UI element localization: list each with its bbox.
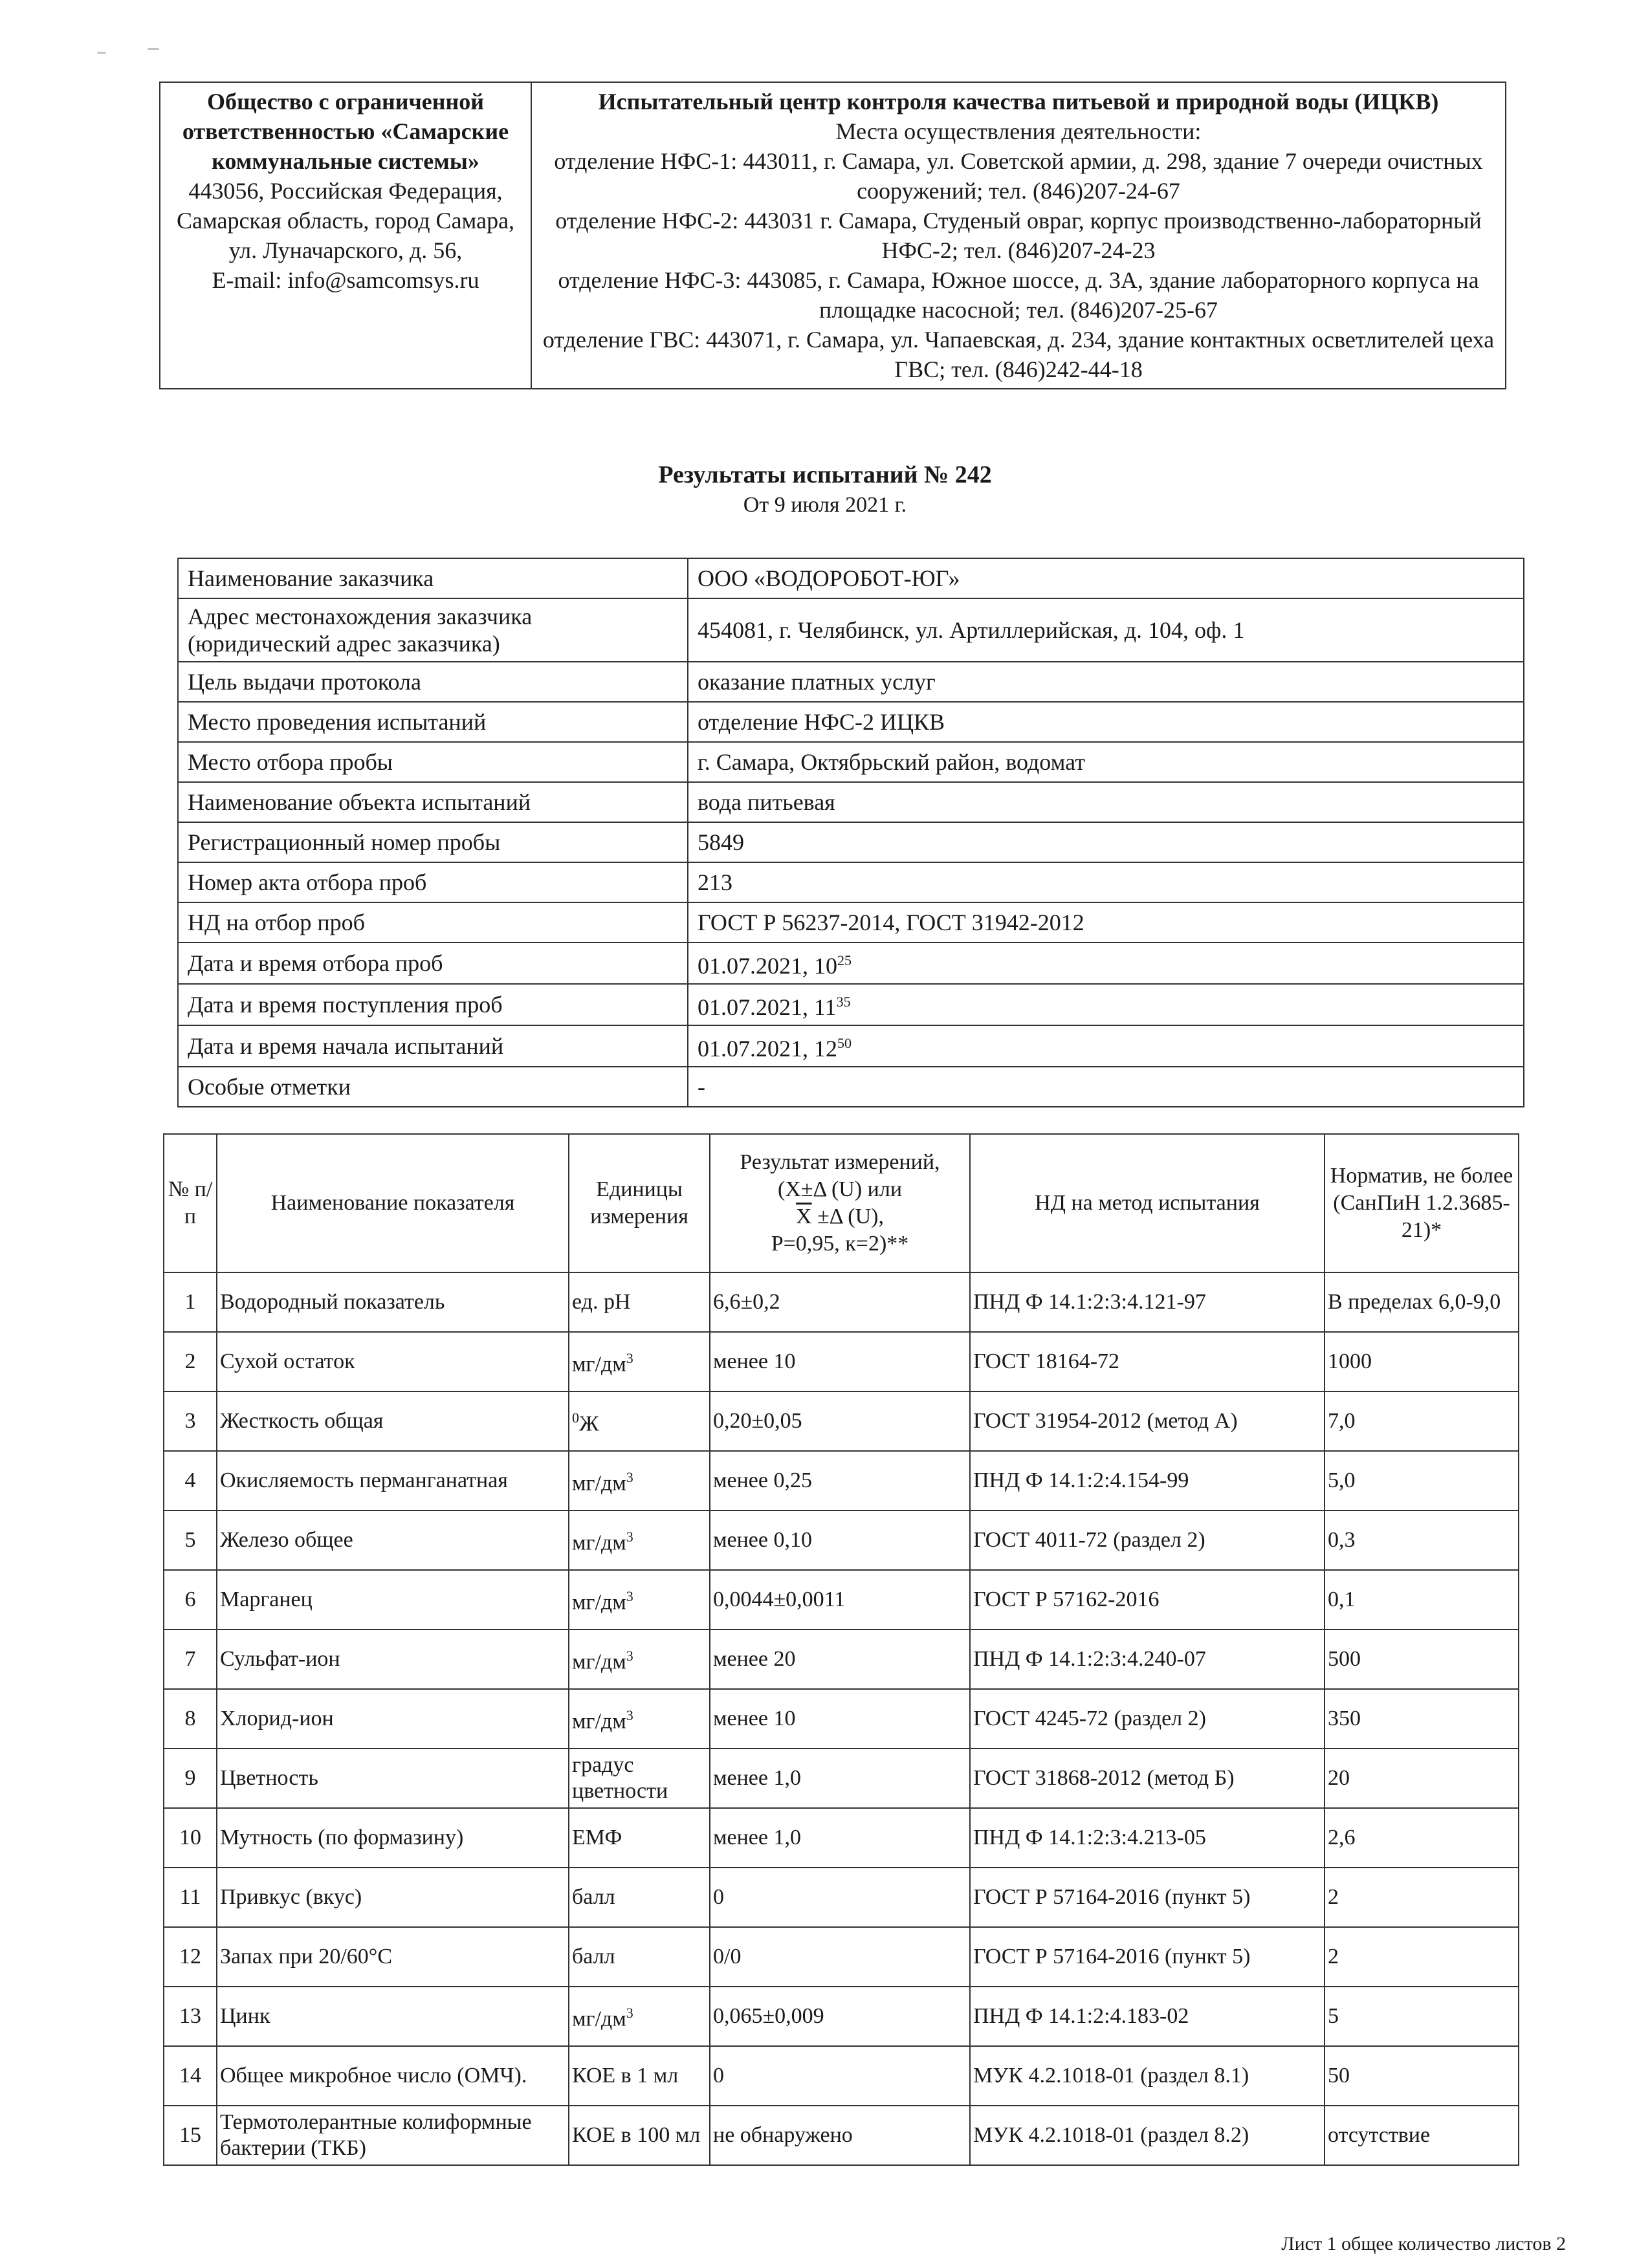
info-key: Наименование объекта испытаний [178, 782, 688, 822]
indicator-name: Марганец [217, 1570, 569, 1630]
unit-text: мг/дм [572, 1352, 626, 1377]
branch-gvs: отделение ГВС: 443071, г. Самара, ул. Чапаевская, д. 234, здание контактных осветлителей цеха ГВС; тел. (846)242-44-18 [542, 327, 1495, 382]
table-row [164, 2046, 1519, 2106]
info-row [178, 943, 1524, 984]
organization-name: Общество с ограниченной ответственностью «Самарские коммунальные системы» [182, 89, 509, 174]
unit-exponent: 3 [626, 1529, 633, 1545]
info-key: Номер акта отбора проб [178, 862, 688, 902]
info-value [688, 902, 1524, 943]
page-footer: Лист 1 общее количество листов 2 [1281, 2233, 1566, 2254]
table-row [164, 1927, 1519, 1987]
info-row [178, 1025, 1524, 1067]
unit-text: мг/дм [572, 1590, 626, 1615]
unit-text: мг/дм [572, 1650, 626, 1674]
test-method: ГОСТ Р 57164-2016 (пункт 5) [970, 1868, 1325, 1927]
indicator-name: Сухой остаток [217, 1332, 569, 1391]
table-row [164, 1332, 1519, 1391]
test-method: ГОСТ 31868-2012 (метод Б) [970, 1749, 1325, 1808]
unit-text: ЕМФ [572, 1826, 622, 1849]
unit-cell [569, 1630, 710, 1689]
norm-value: 2 [1325, 1927, 1519, 1987]
result-value: менее 0,25 [710, 1451, 970, 1510]
header-table [159, 82, 1506, 389]
test-method: ГОСТ 4011-72 (раздел 2) [970, 1510, 1325, 1570]
test-method: ГОСТ 4245-72 (раздел 2) [970, 1689, 1325, 1749]
info-row [178, 1067, 1524, 1107]
norm-value: 5,0 [1325, 1451, 1519, 1510]
result-header-line3 [713, 1203, 967, 1230]
unit-cell [569, 1332, 710, 1391]
col-result-header [710, 1134, 970, 1272]
result-value: 0/0 [710, 1927, 970, 1987]
norm-value: 5 [1325, 1987, 1519, 2046]
norm-value: 2 [1325, 1868, 1519, 1927]
table-row [164, 1868, 1519, 1927]
time-minutes: 25 [837, 952, 852, 968]
info-value [688, 943, 1524, 984]
table-row [164, 1272, 1519, 1332]
info-row [178, 558, 1524, 598]
unit-text: мг/дм [572, 2007, 626, 2031]
col-units-header: Единицы измерения [569, 1134, 710, 1272]
table-row [164, 1987, 1519, 2046]
indicator-name: Привкус (вкус) [217, 1868, 569, 1927]
info-value [688, 1025, 1524, 1067]
indicator-name: Водородный показатель [217, 1272, 569, 1332]
info-key: Место отбора пробы [178, 742, 688, 782]
branch-nfs1: отделение НФС-1: 443011, г. Самара, ул. Советской армии, д. 298, здание 7 очереди очистных сооружений; тел. (846)207-24-67 [554, 148, 1483, 204]
row-number: 5 [164, 1510, 217, 1570]
unit-cell [569, 1272, 710, 1332]
table-row [164, 1689, 1519, 1749]
info-value-text: отделение НФС-2 ИЦКВ [698, 709, 945, 735]
test-method: ГОСТ 18164-72 [970, 1332, 1325, 1391]
indicator-name: Сульфат-ион [217, 1630, 569, 1689]
result-value: менее 10 [710, 1332, 970, 1391]
info-value [688, 558, 1524, 598]
unit-cell [569, 1391, 710, 1451]
unit-exponent: 3 [626, 1648, 633, 1664]
unit-text: мг/дм [572, 1471, 626, 1496]
scan-speck [97, 52, 106, 54]
info-value [688, 984, 1524, 1025]
norm-value: 50 [1325, 2046, 1519, 2106]
norm-value: 0,1 [1325, 1570, 1519, 1630]
norm-value: 0,3 [1325, 1510, 1519, 1570]
info-value [688, 662, 1524, 702]
unit-cell [569, 1689, 710, 1749]
unit-exponent: 3 [626, 2005, 633, 2022]
test-center-name: Испытательный центр контроля качества питьевой и природной воды (ИЦКВ) [598, 89, 1439, 114]
x-mean-symbol: $\overline{X}$ [796, 1205, 812, 1228]
info-value-text: - [698, 1074, 705, 1100]
unit-cell [569, 1927, 710, 1987]
result-value: 0,20±0,05 [710, 1391, 970, 1451]
organization-cell [160, 82, 531, 389]
info-key: Дата и время начала испытаний [178, 1025, 688, 1067]
unit-text: Ж [579, 1412, 599, 1436]
organization-email: E-mail: info@samcomsys.ru [212, 267, 479, 293]
test-method: ПНД Ф 14.1:2:4.183-02 [970, 1987, 1325, 2046]
info-row [178, 702, 1524, 742]
info-key: Место проведения испытаний [178, 702, 688, 742]
norm-value: отсутствие [1325, 2106, 1519, 2165]
unit-text: ед. pH [572, 1290, 631, 1314]
unit-cell [569, 1749, 710, 1808]
info-value-text: 01.07.2021, 10 [698, 953, 837, 979]
table-row [164, 2106, 1519, 2165]
document-title: Результаты испытаний № 242 [658, 461, 992, 488]
table-row [164, 1451, 1519, 1510]
table-row [164, 1570, 1519, 1630]
unit-text: балл [572, 1885, 615, 1909]
norm-value: 2,6 [1325, 1808, 1519, 1868]
row-number: 15 [164, 2106, 217, 2165]
indicator-name: Железо общее [217, 1510, 569, 1570]
info-value-text: г. Самара, Октябрьский район, водомат [698, 749, 1085, 775]
unit-text: градус цветности [572, 1753, 668, 1803]
test-method: ПНД Ф 14.1:2:3:4.240-07 [970, 1630, 1325, 1689]
table-row [164, 1749, 1519, 1808]
info-row [178, 822, 1524, 862]
row-number: 10 [164, 1808, 217, 1868]
result-value: 0,065±0,009 [710, 1987, 970, 2046]
result-value: не обнаружено [710, 2106, 970, 2165]
unit-exponent: 3 [626, 1707, 633, 1724]
test-method: ГОСТ 31954-2012 (метод А) [970, 1391, 1325, 1451]
results-table [163, 1133, 1519, 2166]
info-value [688, 598, 1524, 662]
result-header-line2: (X±Δ (U) или [777, 1177, 903, 1201]
unit-cell [569, 1570, 710, 1630]
norm-value: 500 [1325, 1630, 1519, 1689]
result-value: 0,0044±0,0011 [710, 1570, 970, 1630]
info-value-text: 01.07.2021, 12 [698, 1036, 837, 1062]
result-value: менее 10 [710, 1689, 970, 1749]
time-minutes: 50 [837, 1035, 852, 1051]
info-value-text: 213 [698, 869, 732, 895]
branch-nfs3: отделение НФС-3: 443085, г. Самара, Южное шоссе, д. 3А, здание лабораторного корпуса на площадке насосной; тел. (846)207-25-67 [558, 267, 1479, 323]
row-number: 3 [164, 1391, 217, 1451]
indicator-name: Запах при 20/60°С [217, 1927, 569, 1987]
degree-prefix: 0 [572, 1410, 579, 1426]
test-center-cell [531, 82, 1506, 389]
indicator-name: Окисляемость перманганатная [217, 1451, 569, 1510]
result-header-line1: Результат измерений, [740, 1150, 940, 1174]
row-number: 2 [164, 1332, 217, 1391]
row-number: 14 [164, 2046, 217, 2106]
info-value [688, 1067, 1524, 1107]
info-key: Особые отметки [178, 1067, 688, 1107]
norm-value: 20 [1325, 1749, 1519, 1808]
table-row [164, 1510, 1519, 1570]
info-value-text: вода питьевая [698, 789, 835, 815]
table-row [164, 1808, 1519, 1868]
organization-address: 443056, Российская Федерация, Самарская область, город Самара, ул. Луначарского, д. 56, [176, 178, 515, 263]
col-norm-header: Норматив, не более (СанПиН 1.2.3685-21)* [1325, 1134, 1519, 1272]
info-value [688, 782, 1524, 822]
row-number: 13 [164, 1987, 217, 2046]
result-value: менее 1,0 [710, 1808, 970, 1868]
info-key: Цель выдачи протокола [178, 662, 688, 702]
norm-value: 1000 [1325, 1332, 1519, 1391]
scan-speck [148, 48, 159, 50]
unit-text: КОЕ в 1 мл [572, 2064, 679, 2088]
results-header-row [164, 1134, 1519, 1272]
indicator-name: Термотолерантные колиформные бактерии (ТКБ) [217, 2106, 569, 2165]
info-key: Дата и время отбора проб [178, 943, 688, 984]
norm-value: В пределах 6,0-9,0 [1325, 1272, 1519, 1332]
sample-info-table [177, 558, 1524, 1107]
result-value: 0 [710, 1868, 970, 1927]
unit-cell [569, 1987, 710, 2046]
info-value-text: 5849 [698, 829, 744, 855]
info-row [178, 598, 1524, 662]
time-minutes: 35 [836, 994, 851, 1010]
row-number: 8 [164, 1689, 217, 1749]
info-row [178, 662, 1524, 702]
info-row [178, 984, 1524, 1025]
unit-cell [569, 1868, 710, 1927]
unit-cell [569, 1510, 710, 1570]
info-value-text: ГОСТ Р 56237-2014, ГОСТ 31942-2012 [698, 910, 1084, 935]
indicator-name: Цинк [217, 1987, 569, 2046]
norm-value: 350 [1325, 1689, 1519, 1749]
info-row [178, 742, 1524, 782]
info-row [178, 782, 1524, 822]
info-key: Дата и время поступления проб [178, 984, 688, 1025]
row-number: 12 [164, 1927, 217, 1987]
info-key: Наименование заказчика [178, 558, 688, 598]
info-value-text: 454081, г. Челябинск, ул. Артиллерийская, д. 104, оф. 1 [698, 617, 1245, 643]
info-row [178, 862, 1524, 902]
indicator-name: Цветность [217, 1749, 569, 1808]
unit-cell [569, 1808, 710, 1868]
indicator-name: Жесткость общая [217, 1391, 569, 1451]
col-indicator-header: Наименование показателя [217, 1134, 569, 1272]
unit-text: балл [572, 1945, 615, 1968]
row-number: 7 [164, 1630, 217, 1689]
test-method: ПНД Ф 14.1:2:3:4.121-97 [970, 1272, 1325, 1332]
unit-cell [569, 2046, 710, 2106]
unit-cell [569, 2106, 710, 2165]
test-method: ПНД Ф 14.1:2:4.154-99 [970, 1451, 1325, 1510]
table-row [164, 1630, 1519, 1689]
col-method-header: НД на метод испытания [970, 1134, 1325, 1272]
unit-text: мг/дм [572, 1531, 626, 1555]
row-number: 1 [164, 1272, 217, 1332]
table-row [164, 1391, 1519, 1451]
info-key: Адрес местонахождения заказчика (юридический адрес заказчика) [178, 598, 688, 662]
unit-text: КОЕ в 100 мл [572, 2123, 701, 2147]
unit-exponent: 3 [626, 1350, 633, 1367]
row-number: 9 [164, 1749, 217, 1808]
info-key: Регистрационный номер пробы [178, 822, 688, 862]
info-value [688, 702, 1524, 742]
places-title: Места осуществления деятельности: [835, 118, 1202, 144]
test-method: ПНД Ф 14.1:2:3:4.213-05 [970, 1808, 1325, 1868]
indicator-name: Общее микробное число (ОМЧ). [217, 2046, 569, 2106]
result-value: менее 20 [710, 1630, 970, 1689]
indicator-name: Мутность (по формазину) [217, 1808, 569, 1868]
info-row [178, 902, 1524, 943]
col-number-header: № п/п [164, 1134, 217, 1272]
indicator-name: Хлорид-ион [217, 1689, 569, 1749]
norm-value: 7,0 [1325, 1391, 1519, 1451]
test-method: ГОСТ Р 57162-2016 [970, 1570, 1325, 1630]
document-date: От 9 июля 2021 г. [743, 493, 907, 517]
info-value [688, 742, 1524, 782]
test-method: МУК 4.2.1018-01 (раздел 8.2) [970, 2106, 1325, 2165]
result-header-line4: P=0,95, к=2)** [771, 1232, 909, 1256]
test-method: МУК 4.2.1018-01 (раздел 8.1) [970, 2046, 1325, 2106]
row-number: 4 [164, 1451, 217, 1510]
branch-nfs2: отделение НФС-2: 443031 г. Самара, Студеный овраг, корпус производственно-лабораторный НФС-2; тел. (846)207-24-23 [555, 208, 1482, 263]
result-value: 6,6±0,2 [710, 1272, 970, 1332]
result-value: менее 1,0 [710, 1749, 970, 1808]
info-value [688, 822, 1524, 862]
result-header-line3-text: ±Δ (U), [811, 1205, 884, 1228]
result-value: 0 [710, 2046, 970, 2106]
info-value-text: ООО «ВОДОРОБОТ-ЮГ» [698, 565, 960, 591]
result-value: менее 0,10 [710, 1510, 970, 1570]
unit-text: мг/дм [572, 1709, 626, 1734]
unit-cell [569, 1451, 710, 1510]
row-number: 6 [164, 1570, 217, 1630]
unit-exponent: 3 [626, 1588, 633, 1605]
row-number: 11 [164, 1868, 217, 1927]
info-value [688, 862, 1524, 902]
test-method: ГОСТ Р 57164-2016 (пункт 5) [970, 1927, 1325, 1987]
info-value-text: 01.07.2021, 11 [698, 994, 837, 1020]
info-key: НД на отбор проб [178, 902, 688, 943]
unit-exponent: 3 [626, 1469, 633, 1486]
info-value-text: оказание платных услуг [698, 669, 936, 695]
